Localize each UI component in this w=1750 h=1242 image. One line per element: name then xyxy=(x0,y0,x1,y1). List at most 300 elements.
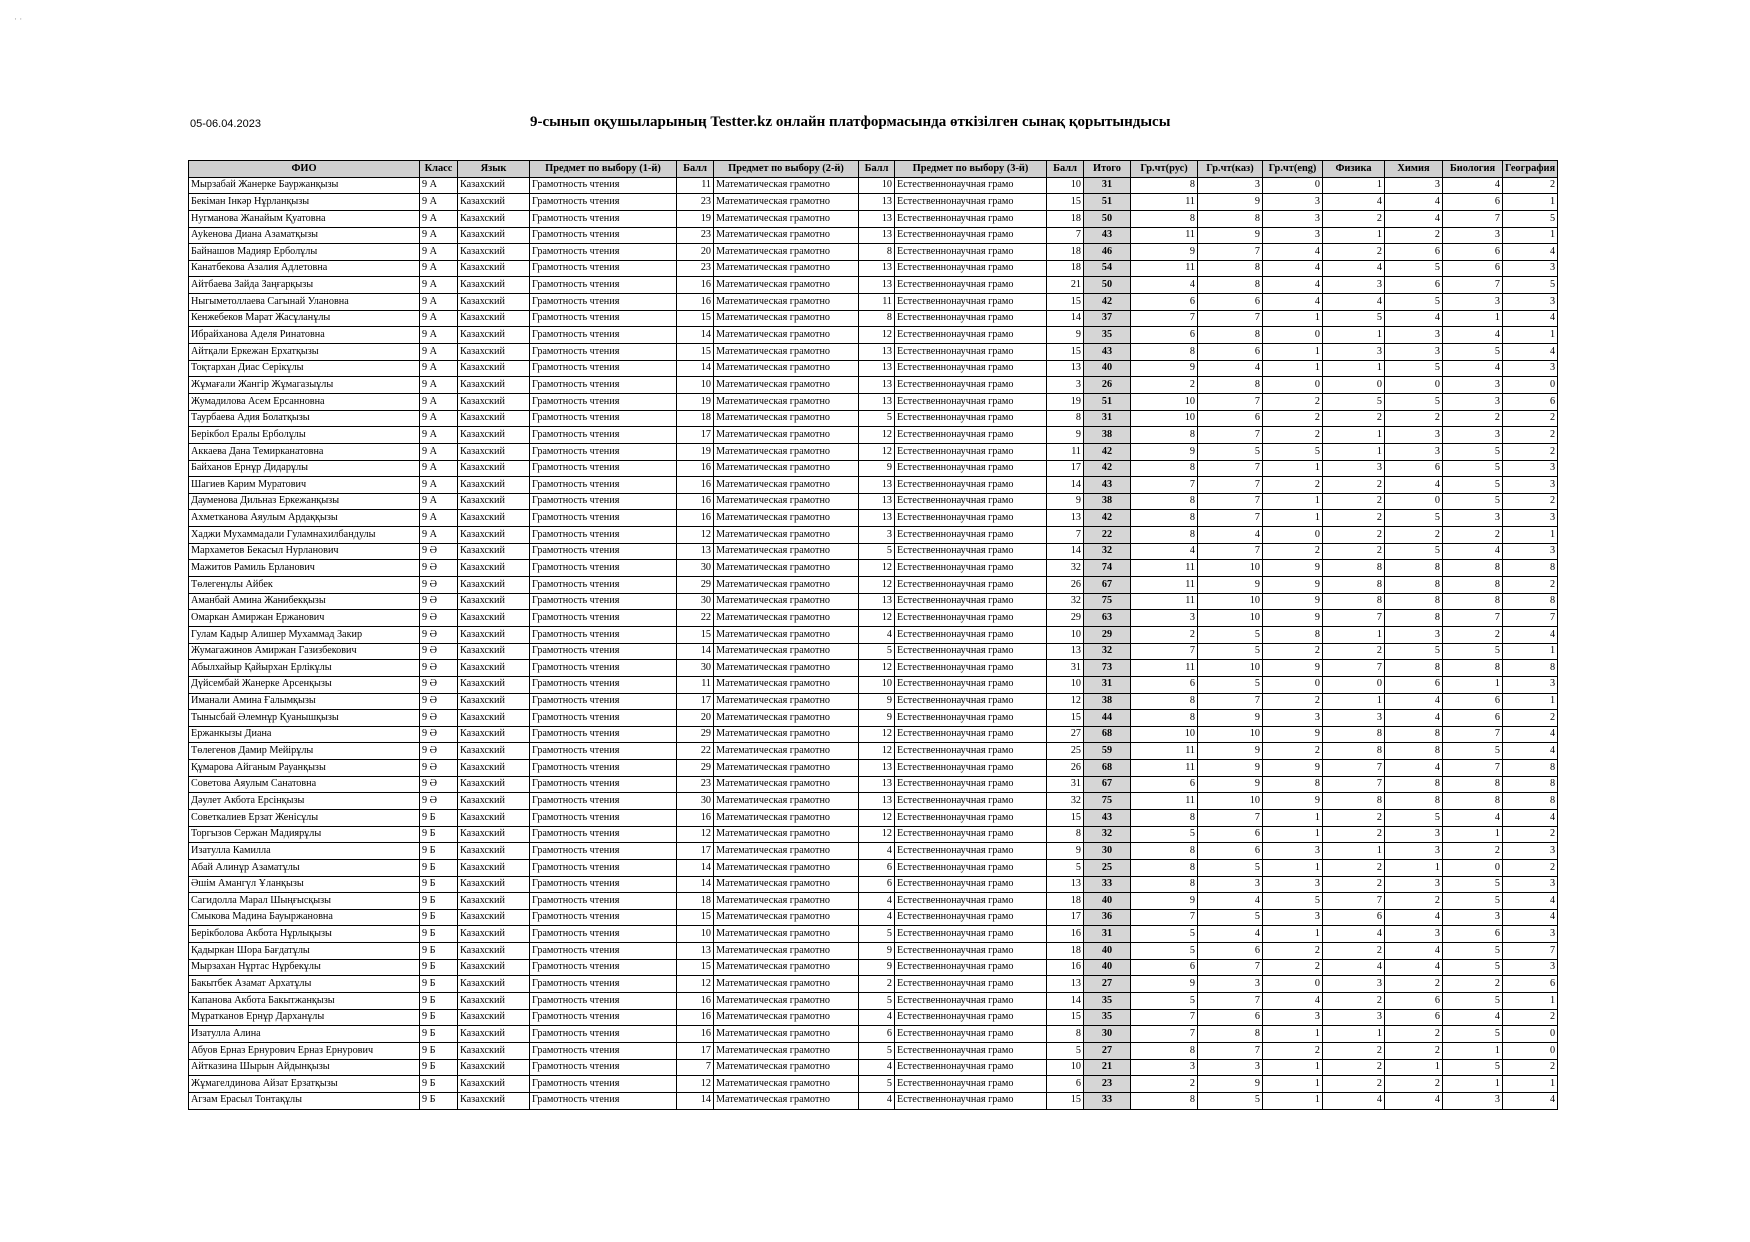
table-cell: Казахский xyxy=(458,1076,530,1093)
table-row xyxy=(189,726,1558,743)
table-cell: 2 xyxy=(1385,1042,1443,1059)
table-cell: Казахский xyxy=(458,1059,530,1076)
table-cell: Естественнонаучная грамо xyxy=(895,893,1047,910)
table-cell: 13 xyxy=(859,393,895,410)
table-cell: 9 Ә xyxy=(420,793,458,810)
table-cell: 6 xyxy=(1131,776,1198,793)
table-cell: Берікболова Акбота Нұрлықызы xyxy=(189,926,420,943)
table-cell: Ибрайханова Аделя Ринатовна xyxy=(189,327,420,344)
table-cell: Мархаметов Бекасыл Нурланович xyxy=(189,543,420,560)
table-cell: 8 xyxy=(1503,760,1558,777)
table-cell: 4 xyxy=(1131,277,1198,294)
table-cell: Грамотность чтения xyxy=(530,493,677,510)
table-cell: 4 xyxy=(1385,693,1443,710)
table-cell: 6 xyxy=(1198,294,1263,311)
table-cell: Математическая грамотно xyxy=(714,976,859,993)
table-cell: 19 xyxy=(677,393,714,410)
table-cell: 15 xyxy=(1047,809,1084,826)
table-cell: 9 xyxy=(1263,593,1323,610)
table-cell: 5 xyxy=(1131,943,1198,960)
table-cell: 9 xyxy=(859,959,895,976)
table-cell: 3 xyxy=(1385,443,1443,460)
table-cell: Казахский xyxy=(458,310,530,327)
table-cell: 35 xyxy=(1084,1009,1131,1026)
table-cell: Естественнонаучная грамо xyxy=(895,460,1047,477)
table-cell: 2 xyxy=(1385,527,1443,544)
table-cell: 16 xyxy=(677,294,714,311)
table-row xyxy=(189,493,1558,510)
table-cell: 6 xyxy=(1443,244,1503,261)
table-cell: 8 xyxy=(1198,377,1263,394)
table-cell: 3 xyxy=(1443,294,1503,311)
table-cell: 9 Б xyxy=(420,993,458,1010)
table-cell: Грамотность чтения xyxy=(530,177,677,194)
table-cell: 9 А xyxy=(420,510,458,527)
table-cell: 7 xyxy=(1047,227,1084,244)
table-cell: 4 xyxy=(859,1092,895,1109)
table-cell: 5 xyxy=(1263,893,1323,910)
table-cell: 2 xyxy=(1263,943,1323,960)
table-cell: Грамотность чтения xyxy=(530,294,677,311)
table-cell: Мырзабай Жанерке Бауржанқызы xyxy=(189,177,420,194)
table-row xyxy=(189,277,1558,294)
table-cell: Грамотность чтения xyxy=(530,710,677,727)
table-cell: 2 xyxy=(1131,377,1198,394)
table-row xyxy=(189,859,1558,876)
table-cell: Математическая грамотно xyxy=(714,743,859,760)
table-cell: Казахский xyxy=(458,893,530,910)
table-row xyxy=(189,177,1558,194)
table-cell: 51 xyxy=(1084,194,1131,211)
table-cell: 1 xyxy=(1503,227,1558,244)
table-cell: 1 xyxy=(1503,1076,1558,1093)
table-cell: 9 xyxy=(1263,660,1323,677)
table-cell: 6 xyxy=(1385,460,1443,477)
table-cell: 3 xyxy=(1385,626,1443,643)
table-cell: Математическая грамотно xyxy=(714,577,859,594)
table-cell: 7 xyxy=(1131,1026,1198,1043)
table-cell: 38 xyxy=(1084,493,1131,510)
table-cell: 5 xyxy=(1198,1092,1263,1109)
table-cell: 19 xyxy=(677,210,714,227)
table-cell: 5 xyxy=(1385,360,1443,377)
table-cell: 4 xyxy=(1323,926,1385,943)
table-cell: 15 xyxy=(677,909,714,926)
table-row xyxy=(189,693,1558,710)
table-cell: 15 xyxy=(1047,710,1084,727)
table-cell: 10 xyxy=(1198,593,1263,610)
table-cell: Естественнонаучная грамо xyxy=(895,210,1047,227)
table-cell: 2 xyxy=(1503,410,1558,427)
table-cell: 7 xyxy=(1323,776,1385,793)
table-cell: Грамотность чтения xyxy=(530,194,677,211)
table-cell: Казахский xyxy=(458,277,530,294)
table-cell: Грамотность чтения xyxy=(530,909,677,926)
table-cell: 8 xyxy=(1385,560,1443,577)
table-cell: 3 xyxy=(1263,210,1323,227)
table-row xyxy=(189,460,1558,477)
table-cell: 8 xyxy=(1131,843,1198,860)
table-cell: 14 xyxy=(677,643,714,660)
table-cell: Математическая грамотно xyxy=(714,1059,859,1076)
table-cell: 12 xyxy=(677,826,714,843)
table-cell: Математическая грамотно xyxy=(714,294,859,311)
table-cell: 7 xyxy=(1198,543,1263,560)
table-cell: 16 xyxy=(677,493,714,510)
table-cell: 3 xyxy=(1131,610,1198,627)
table-cell: 25 xyxy=(1047,743,1084,760)
table-cell: 4 xyxy=(1503,909,1558,926)
table-cell: Естественнонаучная грамо xyxy=(895,710,1047,727)
table-cell: Грамотность чтения xyxy=(530,377,677,394)
table-cell: 42 xyxy=(1084,460,1131,477)
table-cell: 9 А xyxy=(420,410,458,427)
table-cell: Грамотность чтения xyxy=(530,510,677,527)
table-cell: Естественнонаучная грамо xyxy=(895,177,1047,194)
table-cell: 6 xyxy=(1131,327,1198,344)
table-cell: 8 xyxy=(1385,660,1443,677)
table-cell: 11 xyxy=(1131,793,1198,810)
table-row xyxy=(189,377,1558,394)
table-cell: 2 xyxy=(1323,543,1385,560)
table-cell: 9 Ә xyxy=(420,660,458,677)
table-cell: 18 xyxy=(1047,244,1084,261)
table-cell: 68 xyxy=(1084,726,1131,743)
table-cell: 11 xyxy=(859,294,895,311)
table-cell: 29 xyxy=(1047,610,1084,627)
table-cell: 7 xyxy=(1503,610,1558,627)
table-cell: Грамотность чтения xyxy=(530,959,677,976)
table-cell: 9 Б xyxy=(420,959,458,976)
table-cell: 7 xyxy=(1198,510,1263,527)
table-cell: Математическая грамотно xyxy=(714,676,859,693)
table-cell: 2 xyxy=(1131,1076,1198,1093)
table-cell: 6 xyxy=(1443,260,1503,277)
table-cell: Казахский xyxy=(458,809,530,826)
table-cell: Грамотность чтения xyxy=(530,826,677,843)
table-row xyxy=(189,327,1558,344)
table-cell: Математическая грамотно xyxy=(714,876,859,893)
table-cell: 15 xyxy=(1047,194,1084,211)
table-cell: Мырзахан Нұртас Нұрбекұлы xyxy=(189,959,420,976)
table-cell: Математическая грамотно xyxy=(714,527,859,544)
table-cell: 8 xyxy=(1385,793,1443,810)
table-cell: 8 xyxy=(1443,793,1503,810)
table-cell: 3 xyxy=(1385,177,1443,194)
column-header: Предмет по выбору (3-й) xyxy=(895,161,1047,178)
table-cell: 2 xyxy=(1503,177,1558,194)
table-cell: 10 xyxy=(1131,393,1198,410)
table-cell: 30 xyxy=(1084,1026,1131,1043)
table-cell: Казахский xyxy=(458,693,530,710)
table-cell: 12 xyxy=(859,443,895,460)
table-cell: 9 xyxy=(1047,327,1084,344)
table-cell: Казахский xyxy=(458,244,530,261)
table-cell: 27 xyxy=(1084,1042,1131,1059)
table-cell: 0 xyxy=(1503,377,1558,394)
table-cell: Казахский xyxy=(458,643,530,660)
table-cell: Казахский xyxy=(458,510,530,527)
table-cell: 4 xyxy=(1503,244,1558,261)
table-cell: 0 xyxy=(1503,1042,1558,1059)
table-cell: 5 xyxy=(1443,443,1503,460)
table-cell: 3 xyxy=(1263,227,1323,244)
table-cell: 30 xyxy=(677,660,714,677)
table-cell: 2 xyxy=(1503,826,1558,843)
table-row xyxy=(189,427,1558,444)
table-cell: 3 xyxy=(1385,427,1443,444)
table-cell: 9 Б xyxy=(420,1059,458,1076)
table-cell: 10 xyxy=(1198,793,1263,810)
table-cell: Естественнонаучная грамо xyxy=(895,859,1047,876)
table-cell: 50 xyxy=(1084,210,1131,227)
table-cell: Ныгыметоллаева Сагынай Улановна xyxy=(189,294,420,311)
table-cell: 6 xyxy=(1385,1009,1443,1026)
table-cell: 2 xyxy=(1263,1042,1323,1059)
table-cell: 6 xyxy=(1443,693,1503,710)
table-cell: 8 xyxy=(1443,560,1503,577)
table-cell: 8 xyxy=(1131,510,1198,527)
table-cell: Жұмағали Жангір Жұмагазыұлы xyxy=(189,377,420,394)
table-cell: 10 xyxy=(1047,626,1084,643)
table-cell: 15 xyxy=(1047,294,1084,311)
table-cell: 7 xyxy=(1198,693,1263,710)
table-cell: Изатулла Алина xyxy=(189,1026,420,1043)
table-cell: 9 xyxy=(1047,843,1084,860)
table-cell: 3 xyxy=(1503,510,1558,527)
table-cell: Казахский xyxy=(458,327,530,344)
table-cell: Естественнонаучная грамо xyxy=(895,843,1047,860)
table-cell: 18 xyxy=(1047,260,1084,277)
table-cell: 23 xyxy=(677,776,714,793)
table-cell: 5 xyxy=(1443,959,1503,976)
table-cell: Грамотность чтения xyxy=(530,626,677,643)
table-cell: 9 А xyxy=(420,360,458,377)
table-cell: 2 xyxy=(1323,859,1385,876)
table-cell: 8 xyxy=(1443,577,1503,594)
table-cell: Естественнонаучная грамо xyxy=(895,776,1047,793)
table-row xyxy=(189,993,1558,1010)
table-cell: Грамотность чтения xyxy=(530,344,677,361)
table-cell: 5 xyxy=(1198,909,1263,926)
table-cell: 9 А xyxy=(420,493,458,510)
table-cell: 13 xyxy=(677,543,714,560)
table-cell: Математическая грамотно xyxy=(714,277,859,294)
table-cell: Жұмагелдинова Айзат Ерзатқызы xyxy=(189,1076,420,1093)
table-cell: 11 xyxy=(1047,443,1084,460)
table-cell: Грамотность чтения xyxy=(530,277,677,294)
table-cell: Грамотность чтения xyxy=(530,843,677,860)
table-cell: Казахский xyxy=(458,626,530,643)
table-cell: Казахский xyxy=(458,909,530,926)
table-cell: 20 xyxy=(677,710,714,727)
table-cell: Әшім Амангүл Ұланқызы xyxy=(189,876,420,893)
table-cell: 10 xyxy=(859,676,895,693)
table-cell: 7 xyxy=(677,1059,714,1076)
table-cell: 3 xyxy=(1323,710,1385,727)
table-cell: 13 xyxy=(859,260,895,277)
table-cell: Математическая грамотно xyxy=(714,593,859,610)
table-cell: Грамотность чтения xyxy=(530,360,677,377)
table-cell: Естественнонаучная грамо xyxy=(895,277,1047,294)
table-cell: Төлегенұлы Айбек xyxy=(189,577,420,594)
table-cell: 63 xyxy=(1084,610,1131,627)
table-row xyxy=(189,809,1558,826)
table-cell: 9 Ә xyxy=(420,593,458,610)
table-cell: 9 Б xyxy=(420,1042,458,1059)
table-cell: 2 xyxy=(1503,443,1558,460)
table-cell: 9 xyxy=(1263,726,1323,743)
table-cell: 13 xyxy=(859,793,895,810)
table-cell: 15 xyxy=(1047,344,1084,361)
table-cell: Естественнонаучная грамо xyxy=(895,577,1047,594)
table-cell: 9 xyxy=(1198,1076,1263,1093)
table-cell: 9 xyxy=(1047,427,1084,444)
table-cell: Грамотность чтения xyxy=(530,410,677,427)
table-cell: 13 xyxy=(859,377,895,394)
table-cell: 0 xyxy=(1263,676,1323,693)
table-cell: 0 xyxy=(1503,1026,1558,1043)
table-cell: Грамотность чтения xyxy=(530,310,677,327)
table-cell: 9 Б xyxy=(420,859,458,876)
table-cell: 7 xyxy=(1443,277,1503,294)
table-row xyxy=(189,676,1558,693)
table-cell: 16 xyxy=(677,1009,714,1026)
table-cell: 2 xyxy=(1443,410,1503,427)
table-cell: 13 xyxy=(859,210,895,227)
table-cell: Естественнонаучная грамо xyxy=(895,943,1047,960)
table-cell: Казахский xyxy=(458,660,530,677)
table-cell: 1 xyxy=(1503,643,1558,660)
table-cell: 17 xyxy=(677,1042,714,1059)
table-cell: 50 xyxy=(1084,277,1131,294)
table-cell: 7 xyxy=(1198,427,1263,444)
table-cell: Казахский xyxy=(458,443,530,460)
table-cell: 8 xyxy=(1131,177,1198,194)
table-cell: Математическая грамотно xyxy=(714,427,859,444)
table-cell: 4 xyxy=(1263,294,1323,311)
table-cell: Естественнонаучная грамо xyxy=(895,1076,1047,1093)
table-cell: Казахский xyxy=(458,460,530,477)
table-cell: 8 xyxy=(859,310,895,327)
table-cell: 17 xyxy=(677,693,714,710)
table-cell: Казахский xyxy=(458,493,530,510)
table-cell: 9 xyxy=(1198,710,1263,727)
table-cell: 4 xyxy=(1443,543,1503,560)
table-cell: 20 xyxy=(677,244,714,261)
table-cell: 7 xyxy=(1198,993,1263,1010)
table-row xyxy=(189,477,1558,494)
table-cell: 40 xyxy=(1084,943,1131,960)
table-cell: 17 xyxy=(1047,460,1084,477)
table-cell: 1 xyxy=(1323,443,1385,460)
table-cell: Естественнонаучная грамо xyxy=(895,410,1047,427)
table-cell: 13 xyxy=(1047,643,1084,660)
table-cell: Математическая грамотно xyxy=(714,227,859,244)
table-cell: Грамотность чтения xyxy=(530,926,677,943)
table-cell: 5 xyxy=(1443,477,1503,494)
table-row xyxy=(189,626,1558,643)
table-cell: 3 xyxy=(1198,976,1263,993)
table-cell: 15 xyxy=(677,959,714,976)
table-cell: 6 xyxy=(1198,943,1263,960)
table-cell: Кенжебеков Марат Жасұланұлы xyxy=(189,310,420,327)
table-cell: Грамотность чтения xyxy=(530,693,677,710)
table-cell: 3 xyxy=(1443,510,1503,527)
table-cell: 2 xyxy=(1263,393,1323,410)
table-cell: 2 xyxy=(1503,1009,1558,1026)
table-row xyxy=(189,227,1558,244)
table-cell: Казахский xyxy=(458,710,530,727)
table-cell: 9 Б xyxy=(420,926,458,943)
table-cell: 3 xyxy=(1385,876,1443,893)
table-cell: Математическая грамотно xyxy=(714,943,859,960)
table-row xyxy=(189,294,1558,311)
table-cell: 67 xyxy=(1084,776,1131,793)
table-cell: 30 xyxy=(677,560,714,577)
table-cell: 0 xyxy=(1263,327,1323,344)
table-cell: 68 xyxy=(1084,760,1131,777)
table-cell: Казахский xyxy=(458,743,530,760)
table-cell: 74 xyxy=(1084,560,1131,577)
table-cell: Естественнонаучная грамо xyxy=(895,477,1047,494)
table-cell: 9 Ә xyxy=(420,676,458,693)
table-cell: 43 xyxy=(1084,344,1131,361)
table-cell: Грамотность чтения xyxy=(530,477,677,494)
table-cell: Казахский xyxy=(458,793,530,810)
table-cell: 9 xyxy=(1263,760,1323,777)
table-cell: 11 xyxy=(1131,660,1198,677)
table-cell: Грамотность чтения xyxy=(530,976,677,993)
table-cell: 7 xyxy=(1131,1009,1198,1026)
table-cell: 5 xyxy=(1443,876,1503,893)
table-row xyxy=(189,510,1558,527)
table-cell: 2 xyxy=(1323,210,1385,227)
table-cell: 12 xyxy=(677,1076,714,1093)
table-cell: Естественнонаучная грамо xyxy=(895,726,1047,743)
table-cell: Байнашов Мадияр Ерболұлы xyxy=(189,244,420,261)
table-cell: 10 xyxy=(1198,726,1263,743)
table-cell: 30 xyxy=(1084,843,1131,860)
table-cell: 15 xyxy=(677,626,714,643)
table-cell: Естественнонаучная грамо xyxy=(895,227,1047,244)
table-cell: Мажитов Рамиль Ерланович xyxy=(189,560,420,577)
table-cell: 3 xyxy=(1503,926,1558,943)
table-cell: Естественнонаучная грамо xyxy=(895,294,1047,311)
table-row xyxy=(189,360,1558,377)
table-cell: 21 xyxy=(1047,277,1084,294)
table-cell: 4 xyxy=(859,1009,895,1026)
table-cell: 4 xyxy=(1323,260,1385,277)
table-cell: 5 xyxy=(859,1042,895,1059)
table-cell: Математическая грамотно xyxy=(714,959,859,976)
table-cell: 7 xyxy=(1443,610,1503,627)
table-cell: Грамотность чтения xyxy=(530,460,677,477)
table-cell: 5 xyxy=(1323,310,1385,327)
table-cell: 1 xyxy=(1263,1059,1323,1076)
table-cell: 14 xyxy=(677,859,714,876)
table-cell: 9 Б xyxy=(420,826,458,843)
table-cell: 8 xyxy=(1385,743,1443,760)
table-cell: 6 xyxy=(859,1026,895,1043)
table-cell: Математическая грамотно xyxy=(714,859,859,876)
table-cell: 3 xyxy=(1263,909,1323,926)
table-cell: 7 xyxy=(1443,726,1503,743)
table-cell: 5 xyxy=(1443,643,1503,660)
table-cell: 5 xyxy=(1047,1042,1084,1059)
table-cell: 4 xyxy=(1385,477,1443,494)
table-cell: 1 xyxy=(1263,1076,1323,1093)
